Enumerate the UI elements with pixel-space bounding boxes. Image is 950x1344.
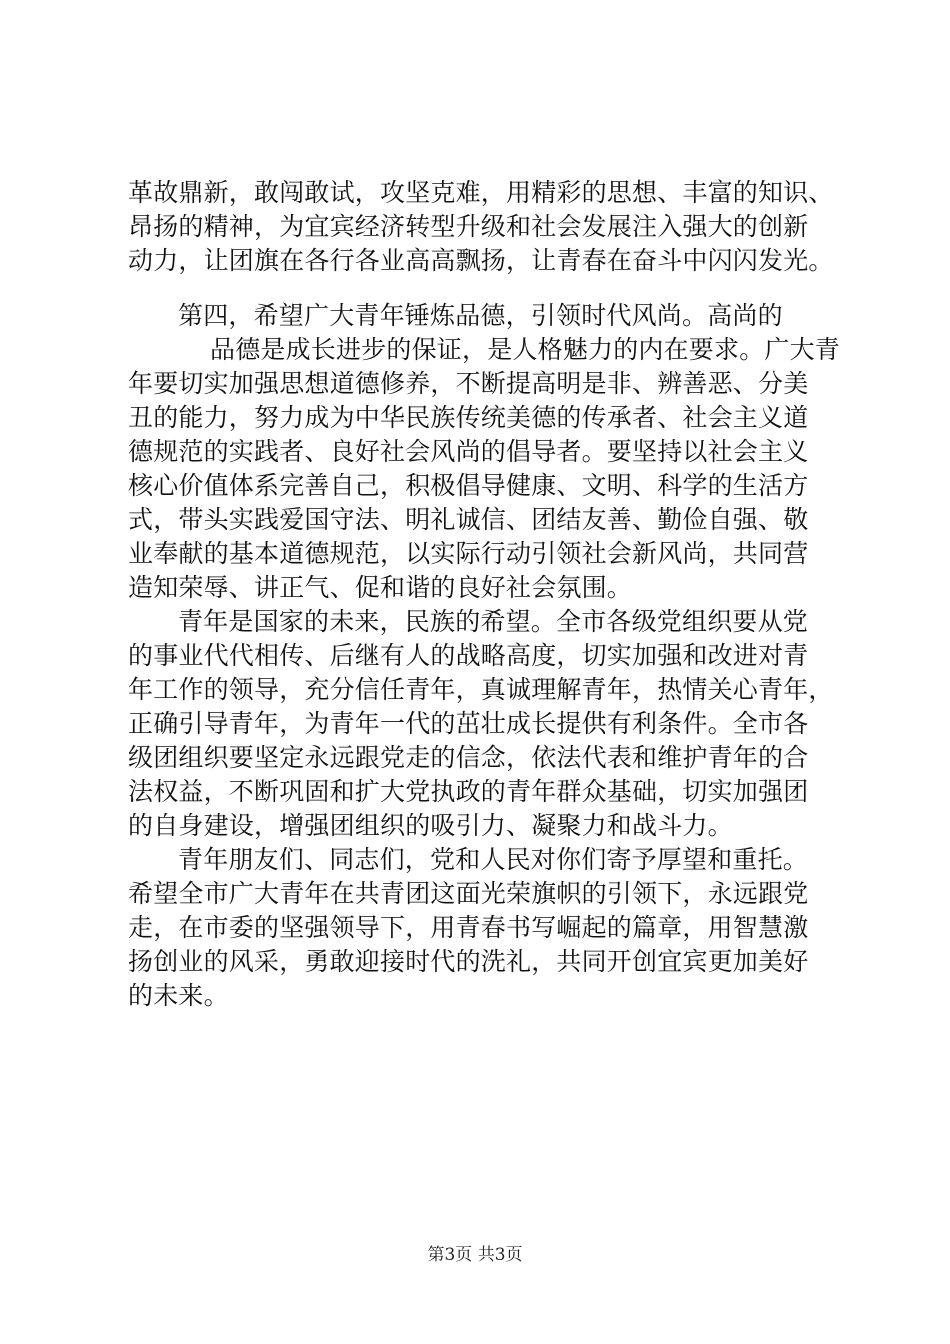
text-line: 的事业代代相传、后继有人的战略高度，切实加强和改进对青: [128, 641, 809, 670]
text-line: 第四，希望广大青年锤炼品德，引领时代风尚。高尚的: [178, 301, 783, 330]
text-line: 品德是成长进步的保证，是人格魅力的内在要求。广大青: [210, 335, 841, 364]
text-line: 法权益，不断巩固和扩大党执政的青年群众基础，切实加强团: [128, 777, 809, 806]
text-line: 革故鼎新，敢闯敢试，攻坚克难，用精彩的思想、丰富的知识、: [128, 178, 834, 207]
text-line: 的自身建设，增强团组织的吸引力、凝聚力和战斗力。: [128, 811, 733, 840]
text-line: 扬创业的风采，勇敢迎接时代的洗礼，共同开创宜宾更加美好: [128, 947, 809, 976]
text-line: 丑的能力，努力成为中华民族传统美德的传承者、社会主义道: [128, 403, 809, 432]
text-line: 业奉献的基本道德规范，以实际行动引领社会新风尚，共同营: [128, 539, 809, 568]
text-line: 核心价值体系完善自己，积极倡导健康、文明、科学的生活方: [128, 471, 809, 500]
text-line: 走，在市委的坚强领导下，用青春书写崛起的篇章，用智慧激: [128, 913, 809, 942]
text-line: 昂扬的精神，为宜宾经济转型升级和社会发展注入强大的创新: [128, 212, 809, 241]
text-line: 级团组织要坚定永远跟党走的信念，依法代表和维护青年的合: [128, 743, 809, 772]
text-line: 年要切实加强思想道德修养，不断提高明是非、辨善恶、分美: [128, 369, 809, 398]
text-line: 青年是国家的未来，民族的希望。全市各级党组织要从党: [178, 607, 809, 636]
text-line: 青年朋友们、同志们，党和人民对你们寄予厚望和重托。: [178, 845, 809, 874]
page-number-footer: 第3页 共3页: [427, 1245, 523, 1265]
text-line: 正确引导青年，为青年一代的茁壮成长提供有利条件。全市各: [128, 709, 809, 738]
text-line: 的未来。: [128, 981, 229, 1010]
text-line: 年工作的领导，充分信任青年，真诚理解青年，热情关心青年，: [128, 675, 834, 704]
text-line: 式，带头实践爱国守法、明礼诚信、团结友善、勤俭自强、敬: [128, 505, 809, 534]
text-line: 造知荣辱、讲正气、促和谐的良好社会氛围。: [128, 573, 633, 602]
text-line: 希望全市广大青年在共青团这面光荣旗帜的引领下，永远跟党: [128, 879, 809, 908]
text-line: 动力，让团旗在各行各业高高飘扬，让青春在奋斗中闪闪发光。: [128, 246, 834, 275]
text-line: 德规范的实践者、良好社会风尚的倡导者。要坚持以社会主义: [128, 437, 809, 466]
